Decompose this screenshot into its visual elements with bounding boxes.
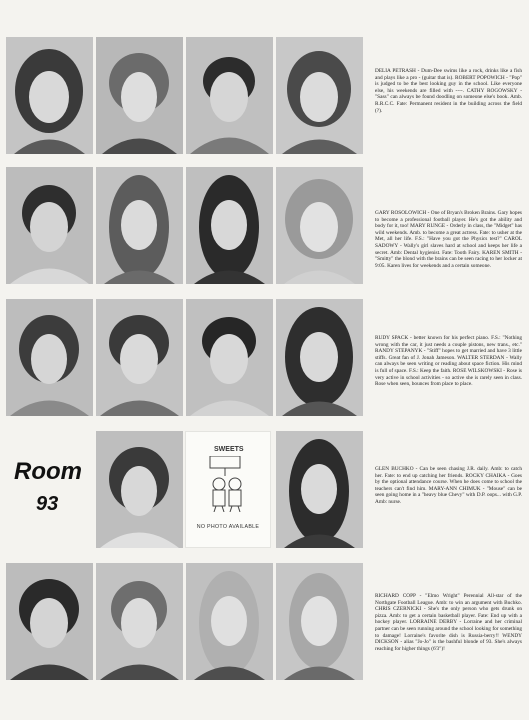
sweets-sign: SWEETS (214, 446, 244, 453)
student-portrait (186, 299, 273, 416)
student-portrait (276, 167, 363, 284)
student-portrait (96, 431, 183, 548)
student-caption: GARY ROSOLOWICH - One of Bryan's Broken Brains. Gary hopes to become a professional football player. He's got the ability and body for it, too! MARY RUNGE - Orderly in class, the "Midget" has wild weekends. Amb. to become a great actress. Fate: to usher at the Met, all her life. F.S.: "Have you got the Physics test?" CAROL SADOWY - Wally's girl slaves hard at school and keeps her life a secret. Amb: Dental hygienist. Fate: Tooth Fairy. KAREN SMITH - "Smitty" the blond with the brains can be seen racing to her locker at 9:05. Karen lives for weekends and a certain someone. (375, 210, 522, 269)
student-portrait (96, 37, 183, 154)
no-photo-placeholder (185, 431, 271, 548)
student-caption: RICHARD COPP - "Elmo Wright" Perennial All-star of the Northgate Football League. Amb: to win an argument with Buchko. CHRIS CZERNICKI - She's the only person who gets drunk on pizza. Amb: to get a certain basketball player. Fate: End up with a hockey player. LORRAINE DERBY - Lorraine and her criminal partner can be seen running around the school looking for something to damage! Lorraine's favorite dish is Russia-berry!! WENDY DICKSON - alias "Jo-Jo" is the bashful blonde of 93. She's always reaching for higher things (6'3")! (375, 593, 522, 652)
student-caption: GLEN BUCHKO - Can be seen chasing J.R. daily. Amb: to catch her. Fate: to end up catching her friends. ROCKY CHAIKA - Goes by the optional attendance course. When he does come to school the teachers can't find him. MARY-ANN CHIMUK - "Mouse" can be seen going home in a "heavy blue Chevy" with D.P. oops... with G.P. Amb: nurse. (375, 466, 522, 505)
student-portrait (96, 299, 183, 416)
student-portrait (276, 563, 363, 680)
student-portrait (6, 167, 93, 284)
room-number: 93 (36, 493, 59, 515)
student-portrait (96, 167, 183, 284)
student-caption: RUDY SPACK - better known for his perfect piano. F.S.: "Nothing wrong with the car, it just needs a couple pistons, new trans., etc." RANDY STEPANYK - "Stiff" hopes to get married and have 3 little stiffs. Great fan of J. Jonah Jameson. WALTER STERDAN - Wally can always be seen writing or reading about space fiction. His mind is full of space. F.S.: Keep the faith. ROSE WILSKOWSKI - Rose is very active in school activities - so active she is rarely seen in class. Rose when seen, bounces from place to place. (375, 335, 522, 388)
student-portrait (186, 563, 273, 680)
student-portrait (276, 37, 363, 154)
no-photo-text: NO PHOTO AVAILABLE (196, 524, 260, 530)
cartoon-sketch-icon (206, 456, 250, 512)
student-portrait (186, 167, 273, 284)
student-caption: DELIA PETRASH - Dum-Dee swims like a rock, drinks like a fish and plays like a pro - (guitar that is). ROBERT POPOWICH - "Pop" is judged to be the best looking guy in the school. Like everyone else, his weekends are filled with ----. CATHY ROGOWSKY - "Sass" can always be found doodling on someone else's book. Amb. R.R.C.C. Fate: Permanent resident in the building across the field (?). (375, 68, 522, 114)
student-portrait (6, 37, 93, 154)
student-portrait (186, 37, 273, 154)
student-portrait (276, 299, 363, 416)
student-portrait (6, 299, 93, 416)
student-portrait (6, 563, 93, 680)
student-portrait (96, 563, 183, 680)
room-label: Room (14, 458, 82, 485)
student-portrait (276, 431, 363, 548)
